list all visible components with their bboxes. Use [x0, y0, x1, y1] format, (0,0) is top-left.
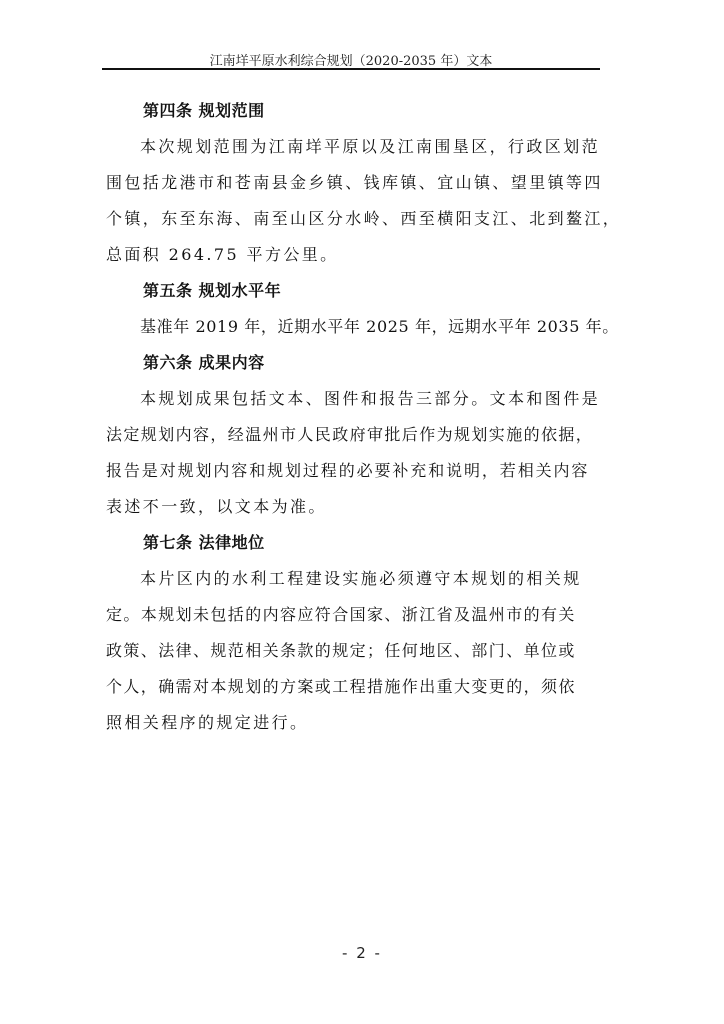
section-paragraph	[106, 129, 626, 273]
paragraph-line: 法定规划内容，经温州市人民政府审批后作为规划实施的依据，	[106, 425, 594, 444]
paragraph-line: 围包括龙港市和苍南县金乡镇、钱库镇、宜山镇、望里镇等四	[106, 173, 603, 192]
section-planning-years	[106, 277, 626, 345]
section-heading: 第六条 成果内容	[143, 353, 265, 372]
section-scope	[106, 97, 626, 273]
section-heading: 第五条 规划水平年	[143, 281, 282, 300]
section-paragraph	[106, 381, 626, 525]
paragraph-line: 总面积 264.75 平方公里。	[106, 245, 339, 264]
paragraph-line: 报告是对规划内容和规划过程的必要补充和说明，若相关内容	[106, 461, 590, 480]
paragraph-line: 本次规划范围为江南垟平原以及江南围垦区，行政区划范	[140, 137, 601, 156]
section-paragraph	[106, 561, 626, 741]
header-divider	[102, 68, 600, 70]
paragraph-line: 本规划成果包括文本、图件和报告三部分。文本和图件是	[140, 389, 601, 408]
paragraph-line: 定。本规划未包括的内容应符合国家、浙江省及温州市的有关	[106, 605, 576, 624]
section-deliverables	[106, 349, 626, 525]
page-number: - 2 -	[342, 944, 382, 962]
section-heading: 第七条 法律地位	[143, 533, 265, 552]
paragraph-line: 照相关程序的规定进行。	[106, 713, 309, 732]
section-heading: 第四条 规划范围	[143, 101, 265, 120]
section-legal-status	[106, 529, 626, 741]
paragraph-line: 个人，确需对本规划的方案或工程措施作出重大变更的，须依	[106, 677, 576, 696]
paragraph-line: 本片区内的水利工程建设实施必须遵守本规划的相关规	[140, 569, 582, 588]
paragraph-line: 表述不一致，以文本为准。	[106, 497, 327, 516]
section-paragraph	[106, 309, 626, 345]
document-body	[106, 93, 626, 744]
document-header: 江南垟平原水利综合规划（2020-2035 年）文本	[209, 54, 493, 69]
paragraph-line: 基准年 2019 年，近期水平年 2025 年，远期水平年 2035 年。	[140, 317, 619, 336]
paragraph-line: 政策、法律、规范相关条款的规定；任何地区、部门、单位或	[106, 641, 576, 660]
paragraph-line: 个镇，东至东海、南至山区分水岭、西至横阳支江、北到鳌江，	[106, 209, 622, 228]
